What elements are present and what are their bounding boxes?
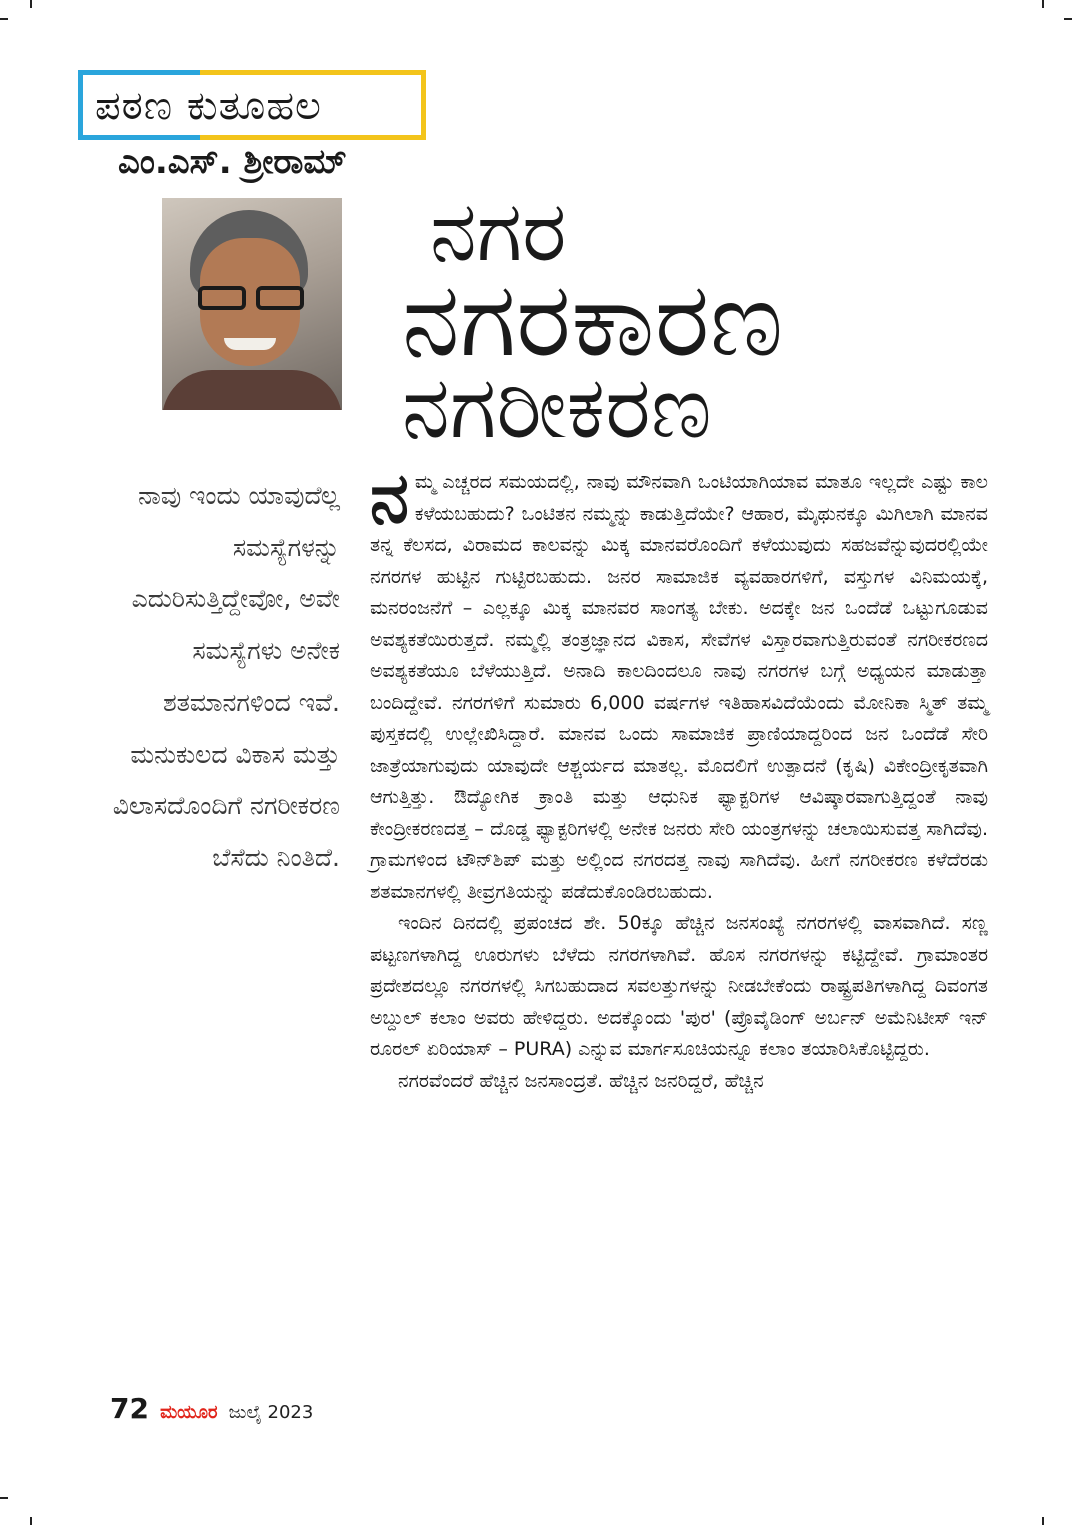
page-footer	[110, 1392, 313, 1425]
crop-mark-left-bottom	[0, 1497, 8, 1499]
crop-mark-left-top	[0, 18, 8, 20]
author-name: ಎಂ.ಎಸ್. ಶ್ರೀರಾಮ್	[118, 142, 347, 182]
headline-line-2: ನಗರಕಾರಣ	[402, 258, 784, 380]
crop-mark-top-left	[30, 0, 32, 8]
article-body	[370, 457, 988, 1097]
paragraph-1	[370, 457, 988, 908]
crop-mark-bottom-right	[1042, 1517, 1044, 1525]
drop-cap: ನ	[370, 457, 409, 539]
page-number: 72	[110, 1392, 149, 1425]
paragraph-1-text: ಮ್ಮ ಎಚ್ಚರದ ಸಮಯದಲ್ಲಿ, ನಾವು ಮೌನವಾಗಿ ಒಂಟಿಯಾಗಿಯಾವ ಮಾತೂ ಇಲ್ಲದೇ ಎಷ್ಟು ಕಾಲ ಕಳೆಯಬಹುದು? ಒಂಟಿತನ ನಮ್ಮನ್ನು ಕಾಡುತ್ತಿದೆಯೇ? ಆಹಾರ, ಮೈಥುನಕ್ಕೂ ಮಿಗಿಲಾಗಿ ಮಾನವ ತನ್ನ ಕೆಲಸದ, ವಿರಾಮದ ಕಾಲವನ್ನು ಮಿಕ್ಕ ಮಾನವರೊಂದಿಗೆ ಕಳೆಯುವುದು ಸಹಜವೆನ್ನುವುದರಲ್ಲಿಯೇ ನಗರಗಳ ಹುಟ್ಟಿನ ಗುಟ್ಟಿರಬಹುದು. ಜನರ ಸಾಮಾಜಿಕ ವ್ಯವಹಾರಗಳಿಗೆ, ವಸ್ತುಗಳ ವಿನಿಮಯಕ್ಕೆ, ಮನರಂಜನೆಗೆ – ಎಲ್ಲಕ್ಕೂ ಮಿಕ್ಕ ಮಾನವರ ಸಾಂಗತ್ಯ ಬೇಕು. ಅದಕ್ಕೇ ಜನ ಒಂದೆಡೆ ಒಟ್ಟುಗೂಡುವ ಅವಶ್ಯಕತೆಯಿರುತ್ತದೆ. ನಮ್ಮಲ್ಲಿ ತಂತ್ರಜ್ಞಾನದ ವಿಕಾಸ, ಸೇವೆಗಳ ವಿಸ್ತಾರವಾಗುತ್ತಿರುವಂತೆ ನಗರೀಕರಣದ ಅವಶ್ಯಕತೆಯೂ ಬೆಳೆಯುತ್ತಿದೆ. ಅನಾದಿ ಕಾಲದಿಂದಲೂ ನಾವು ನಗರಗಳ ಬಗ್ಗೆ ಅಧ್ಯಯನ ಮಾಡುತ್ತಾ ಬಂದಿದ್ದೇವೆ. ನಗರಗಳಿಗೆ ಸುಮಾರು 6,000 ವರ್ಷಗಳ ಇತಿಹಾಸವಿದೆಯೆಂದು ಮೋನಿಕಾ ಸ್ಮಿತ್ ತಮ್ಮ ಪುಸ್ತಕದಲ್ಲಿ ಉಲ್ಲೇಖಿಸಿದ್ದಾರೆ. ಮಾನವ ಒಂದು ಸಾಮಾಜಿಕ ಪ್ರಾಣಿಯಾದ್ದರಿಂದ ಜನ ಒಂದೆಡೆ ಸೇರಿ ಜಾತ್ರೆಯಾಗುವುದು ಯಾವುದೇ ಆಶ್ಚರ್ಯದ ಮಾತಲ್ಲ. ಮೊದಲಿಗೆ ಉತ್ಪಾದನೆ (ಕೃಷಿ) ವಿಕೇಂದ್ರೀಕೃತವಾಗಿ ಆಗುತ್ತಿತ್ತು. ಔದ್ಯೋಗಿಕ ಕ್ರಾಂತಿ ಮತ್ತು ಆಧುನಿಕ ಫ್ಯಾಕ್ಟರಿಗಳ ಆವಿಷ್ಕಾರವಾಗುತ್ತಿದ್ದಂತೆ ನಾವು ಕೇಂದ್ರೀಕರಣದತ್ತ – ದೊಡ್ಡ ಫ್ಯಾಕ್ಟರಿಗಳಲ್ಲಿ ಅನೇಕ ಜನರು ಸೇರಿ ಯಂತ್ರಗಳನ್ನು ಚಲಾಯಿಸುವತ್ತ ಸಾಗಿದೆವು. ಗ್ರಾಮಗಳಿಂದ ಟೌನ್‌ಶಿಪ್ ಮತ್ತು ಅಲ್ಲಿಂದ ನಗರದತ್ತ ನಾವು ಸಾಗಿದೆವು. ಹೀಗೆ ನಗರೀಕರಣ ಕಳೆದೆರಡು ಶತಮಾನಗಳಲ್ಲಿ ತೀವ್ರಗತಿಯನ್ನು ಪಡೆದುಕೊಂಡಿರಬಹುದು.	[370, 471, 988, 903]
column-label: ಪಠಣ ಕುತೂಹಲ	[95, 83, 322, 129]
crop-mark-bottom-left	[30, 1517, 32, 1525]
paragraph-3: ನಗರವೆಂದರೆ ಹೆಚ್ಚಿನ ಜನಸಾಂದ್ರತೆ. ಹೆಚ್ಚಿನ ಜನರಿದ್ದರೆ, ಹೆಚ್ಚಿನ	[398, 1069, 764, 1092]
pull-quote: ನಾವು ಇಂದು ಯಾವುದೆಲ್ಲ ಸಮಸ್ಯೆಗಳನ್ನು ಎದುರಿಸುತ್ತಿದ್ದೇವೋ, ಅವೇ ಸಮಸ್ಯೆಗಳು ಅನೇಕ ಶತಮಾನಗಳಿಂದ ಇವೆ. ಮನುಕುಲದ ವಿಕಾಸ ಮತ್ತು ವಿಲಾಸದೊಂದಿಗೆ ನಗರೀಕರಣ ಬೆಸೆದು ನಿಂತಿದೆ.	[112, 481, 340, 872]
paragraph-2: ಇಂದಿನ ದಿನದಲ್ಲಿ ಪ್ರಪಂಚದ ಶೇ. 50ಕ್ಕೂ ಹೆಚ್ಚಿನ ಜನಸಂಖ್ಯೆ ನಗರಗಳಲ್ಲಿ ವಾಸವಾಗಿದೆ. ಸಣ್ಣ ಪಟ್ಟಣಗಳಾಗಿದ್ದ ಊರುಗಳು ಬೆಳೆದು ನಗರಗಳಾಗಿವೆ. ಹೊಸ ನಗರಗಳನ್ನು ಕಟ್ಟಿದ್ದೇವೆ. ಗ್ರಾಮಾಂತರ ಪ್ರದೇಶದಲ್ಲೂ ನಗರಗಳಲ್ಲಿ ಸಿಗಬಹುದಾದ ಸವಲತ್ತುಗಳನ್ನು ನೀಡಬೇಕೆಂದು ರಾಷ್ಟ್ರಪತಿಗಳಾಗಿದ್ದ ದಿವಂಗತ ಅಬ್ದುಲ್ ಕಲಾಂ ಅವರು ಹೇಳಿದ್ದರು. ಅದಕ್ಕೊಂದು 'ಪುರ' (ಪ್ರೊವೈಡಿಂಗ್ ಅರ್ಬನ್ ಅಮೆನಿಟೀಸ್ ಇನ್ ರೂರಲ್ ಏರಿಯಾಸ್ – PURA) ಎನ್ನುವ ಮಾರ್ಗಸೂಚಿಯನ್ನೂ ಕಲಾಂ ತಯಾರಿಸಿಕೊಟ್ಟಿದ್ದರು.	[370, 912, 988, 1060]
headline-line-1: ನಗರ	[430, 182, 567, 280]
column-label-box	[78, 70, 426, 140]
headline-line-3: ನಗರೀಕರಣ	[402, 358, 712, 458]
issue-date: ಜುಲೈ 2023	[228, 1402, 314, 1423]
crop-mark-right-top	[1064, 18, 1072, 20]
magazine-name: ಮಯೂರ	[160, 1402, 218, 1423]
author-photo	[162, 198, 342, 410]
crop-mark-top-right	[1042, 0, 1044, 8]
